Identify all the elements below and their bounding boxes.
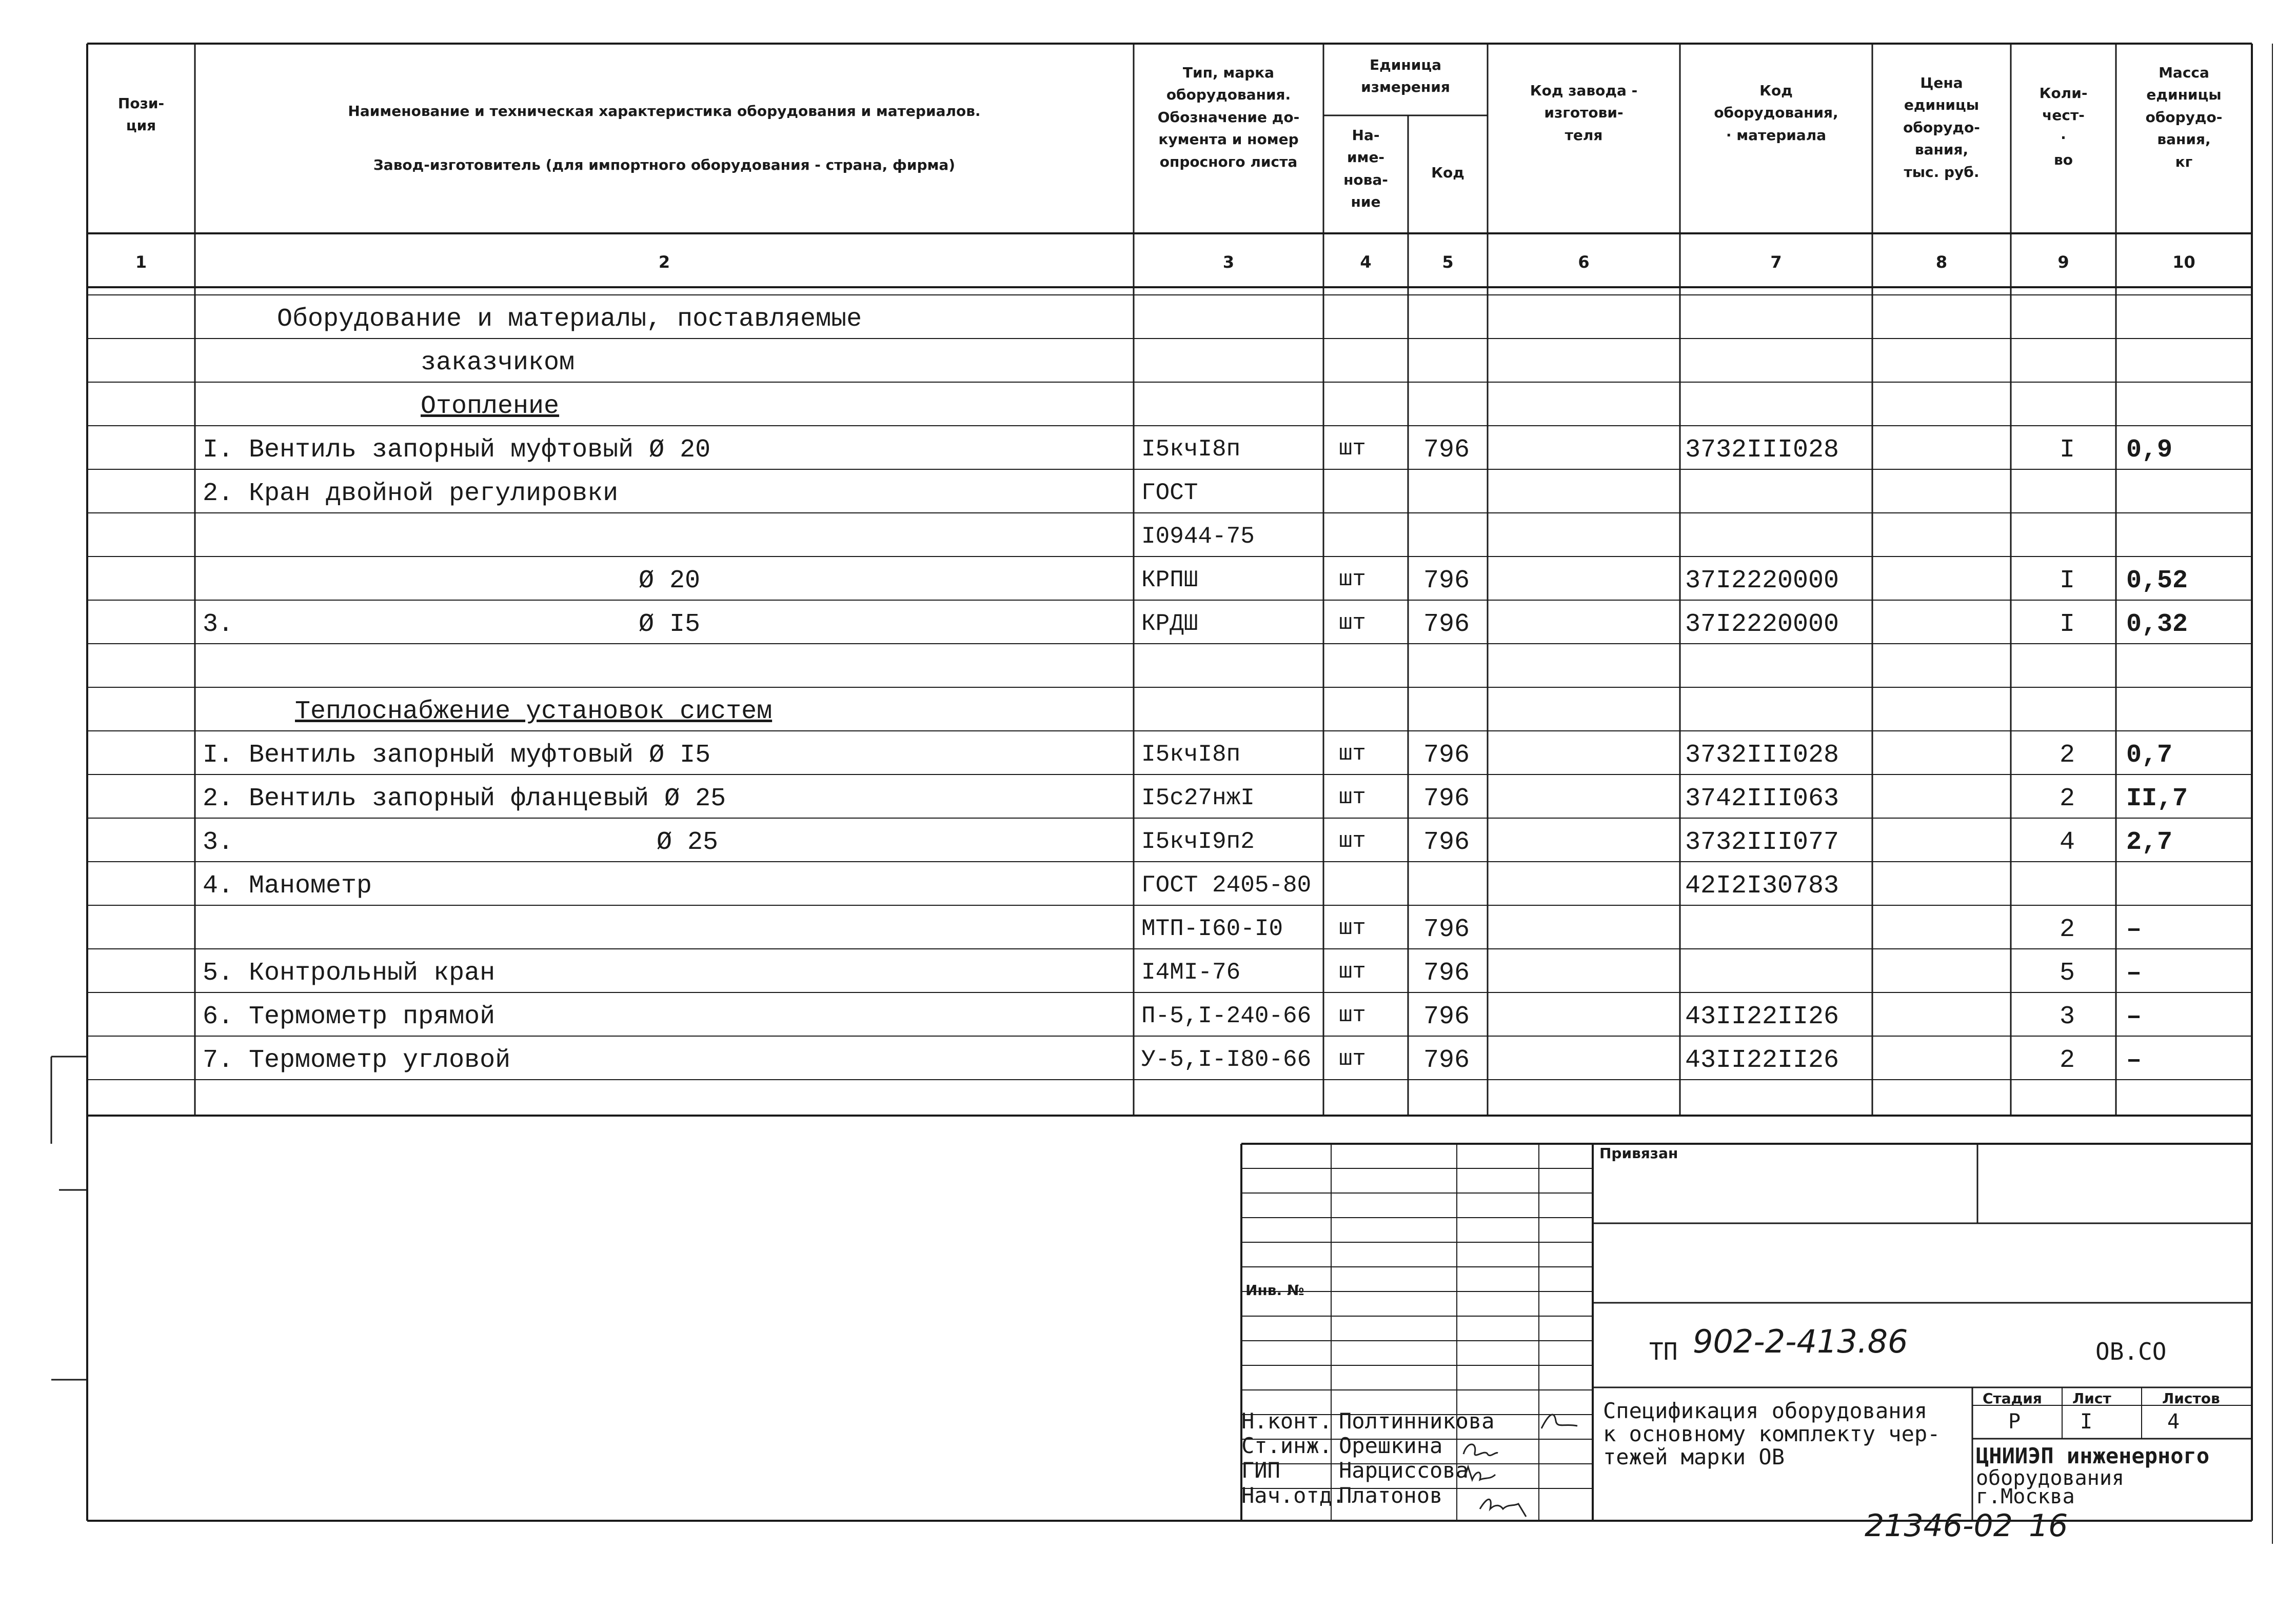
row-type: КРПШ	[1141, 567, 1198, 593]
column-number-9: 9	[2057, 252, 2069, 272]
doc-title-line3: тежей марки ОВ	[1603, 1444, 1785, 1469]
row-mass: 2,7	[2126, 828, 2173, 857]
header-name-line1: Наименование и техническая характеристика оборудования и материалов.	[348, 103, 981, 120]
row-type: I5кчI8п	[1141, 741, 1241, 768]
row-unit-code: 796	[1423, 610, 1470, 639]
row-unit-code: 796	[1423, 741, 1470, 770]
row-name-diameter: Ø I5	[639, 610, 701, 639]
row-type: КРДШ	[1141, 610, 1198, 637]
row-equipment-code: 3732III028	[1685, 741, 1839, 770]
row-equipment-code: 37I2220000	[1685, 566, 1839, 595]
row-mass: II,7	[2126, 784, 2188, 813]
row-unit-code: 796	[1423, 1046, 1470, 1075]
row-type: I0944-75	[1141, 523, 1255, 550]
row-mass: 0,9	[2126, 435, 2173, 465]
row-type: I5с27нжI	[1141, 785, 1255, 811]
row-name: 5. Контрольный кран	[203, 959, 496, 988]
row-unit: шт	[1339, 741, 1366, 767]
row-mass: –	[2126, 1046, 2142, 1075]
row-unit: шт	[1339, 567, 1366, 592]
stage-label: Стадия	[1983, 1390, 2042, 1407]
signature-oreshkina	[1459, 1439, 1500, 1462]
row-equipment-code: 43II22II26	[1685, 1046, 1839, 1075]
row-unit-code: 796	[1423, 435, 1470, 465]
row-name: Теплоснабжение установок систем	[295, 697, 773, 726]
row-type: I5кчI8п	[1141, 436, 1241, 463]
inventory-number-label: Инв. №	[1245, 1282, 1304, 1299]
row-quantity: I	[2060, 435, 2075, 465]
row-quantity: 5	[2060, 959, 2075, 988]
row-equipment-code: 42I2I30783	[1685, 871, 1839, 901]
sheet-value: I	[2080, 1410, 2093, 1434]
column-number-5: 5	[1442, 252, 1454, 272]
signature-role: Ст.инж.	[1241, 1433, 1333, 1458]
row-type: ГОСТ	[1141, 480, 1198, 506]
row-name: 2. Вентиль запорный фланцевый Ø 25	[203, 784, 726, 813]
row-unit: шт	[1339, 610, 1366, 636]
row-mass: –	[2126, 959, 2142, 988]
row-name: I. Вентиль запорный муфтовый Ø 20	[203, 435, 711, 465]
row-quantity: 2	[2060, 784, 2075, 813]
row-quantity: 3	[2060, 1002, 2075, 1031]
row-type: МТП-I60-I0	[1141, 916, 1283, 942]
header-position: Пози- ция	[117, 95, 165, 134]
row-unit: шт	[1339, 828, 1366, 854]
row-unit-code: 796	[1423, 784, 1470, 813]
doc-code: 902-2-413.86	[1693, 1323, 1908, 1360]
header-mass: Масса единицы оборудо- вания, кг	[2145, 64, 2223, 170]
header-unit-code: Код	[1431, 164, 1464, 181]
row-unit-code: 796	[1423, 959, 1470, 988]
privyazan-label: Привязан	[1599, 1145, 1678, 1162]
row-quantity: 2	[2060, 1046, 2075, 1075]
row-unit: шт	[1339, 436, 1366, 462]
signature-role: ГИП	[1241, 1458, 1280, 1483]
column-number-10: 10	[2172, 252, 2195, 272]
signature-poltinnikova	[1536, 1408, 1582, 1434]
row-name: 6. Термометр прямой	[203, 1002, 496, 1031]
doc-mark: ОВ.СО	[2095, 1338, 2167, 1365]
signature-nartsissova	[1462, 1464, 1498, 1490]
header-unit-name: На- име- нова- ние	[1343, 127, 1388, 211]
row-name-diameter: Ø 25	[657, 828, 719, 857]
signature-name: Платонов	[1339, 1483, 1443, 1508]
row-equipment-code: 37I2220000	[1685, 610, 1839, 639]
signature-name: Нарциссова	[1339, 1458, 1469, 1483]
signature-role: Н.конт.	[1241, 1408, 1333, 1434]
row-unit: шт	[1339, 1046, 1366, 1072]
row-quantity: 4	[2060, 828, 2075, 857]
row-unit-code: 796	[1423, 566, 1470, 595]
row-mass: –	[2126, 915, 2142, 944]
row-name: I. Вентиль запорный муфтовый Ø I5	[203, 741, 711, 770]
column-number-7: 7	[1770, 252, 1782, 272]
org-line2: оборудования	[1976, 1466, 2124, 1490]
org-line1: ЦНИИЭП инженерного	[1976, 1443, 2210, 1468]
sheets-value: 4	[2167, 1410, 2180, 1434]
row-unit-code: 796	[1423, 1002, 1470, 1031]
header-equipment-code: Код оборудования, · материала	[1714, 82, 1838, 144]
archive-page: 16	[2029, 1508, 2068, 1544]
row-name: 3.	[203, 828, 234, 857]
header-factory-code: Код завода - изготови- теля	[1530, 82, 1638, 144]
header-quantity: Коли- чест- · во	[2039, 85, 2088, 169]
row-quantity: I	[2060, 610, 2075, 639]
row-quantity: 2	[2060, 915, 2075, 944]
doc-code-prefix: ТП	[1649, 1338, 1678, 1365]
sheets-label: Листов	[2162, 1390, 2220, 1407]
row-equipment-code: 43II22II26	[1685, 1002, 1839, 1031]
header-unit: Единица измерения	[1361, 56, 1450, 96]
row-mass: 0,32	[2126, 610, 2188, 639]
column-number-8: 8	[1935, 252, 1948, 272]
org-line3: г.Москва	[1976, 1485, 2075, 1508]
signature-name: Полтинникова	[1339, 1408, 1495, 1434]
row-name: 2. Кран двойной регулировки	[203, 479, 619, 508]
column-number-2: 2	[658, 252, 670, 272]
doc-title-line2: к основному комплекту чер-	[1603, 1421, 1941, 1446]
row-type: I4МI-76	[1141, 959, 1241, 986]
row-unit: шт	[1339, 1003, 1366, 1028]
row-quantity: I	[2060, 566, 2075, 595]
doc-title-line1: Спецификация оборудования	[1603, 1398, 1928, 1423]
header-type: Тип, марка оборудования. Обозначение до- кумента и номер опросного листа	[1157, 64, 1300, 170]
row-type: ГОСТ 2405-80	[1141, 872, 1312, 899]
signature-name: Орешкина	[1339, 1433, 1443, 1458]
archive-number: 21346-02	[1865, 1508, 2013, 1544]
row-mass: –	[2126, 1002, 2142, 1031]
column-number-3: 3	[1222, 252, 1235, 272]
row-name: 7. Термометр угловой	[203, 1046, 511, 1075]
row-mass: 0,52	[2126, 566, 2188, 595]
row-equipment-code: 3732III077	[1685, 828, 1839, 857]
row-mass: 0,7	[2126, 741, 2173, 770]
signature-platonov	[1477, 1494, 1529, 1522]
row-name: Оборудование и материалы, поставляемые	[277, 305, 862, 334]
column-number-6: 6	[1578, 252, 1590, 272]
row-type: I5кчI9п2	[1141, 828, 1255, 855]
column-number-1: 1	[135, 252, 147, 272]
header-price: Цена единицы оборудо- вания, тыс. руб.	[1903, 74, 1980, 181]
sheet-label: Лист	[2072, 1390, 2111, 1407]
row-name: заказчиком	[421, 348, 575, 377]
row-name: 4. Манометр	[203, 871, 372, 901]
row-name: 3.	[203, 610, 234, 639]
row-name: Отопление	[421, 392, 560, 421]
row-unit: шт	[1339, 916, 1366, 941]
row-equipment-code: 3742III063	[1685, 784, 1839, 813]
stage-value: Р	[2008, 1410, 2021, 1434]
row-unit-code: 796	[1423, 828, 1470, 857]
row-name: Ø 20	[639, 566, 701, 595]
row-type: П-5,I-240-66	[1141, 1003, 1312, 1029]
column-number-4: 4	[1360, 252, 1372, 272]
header-name-line2: Завод-изготовитель (для импортного оборудования - страна, фирма)	[373, 156, 956, 173]
row-equipment-code: 3732III028	[1685, 435, 1839, 465]
row-unit: шт	[1339, 959, 1366, 985]
signature-role: Нач.отд.	[1241, 1483, 1345, 1508]
row-quantity: 2	[2060, 741, 2075, 770]
row-type: У-5,I-I80-66	[1141, 1046, 1312, 1073]
row-unit: шт	[1339, 785, 1366, 810]
row-unit-code: 796	[1423, 915, 1470, 944]
